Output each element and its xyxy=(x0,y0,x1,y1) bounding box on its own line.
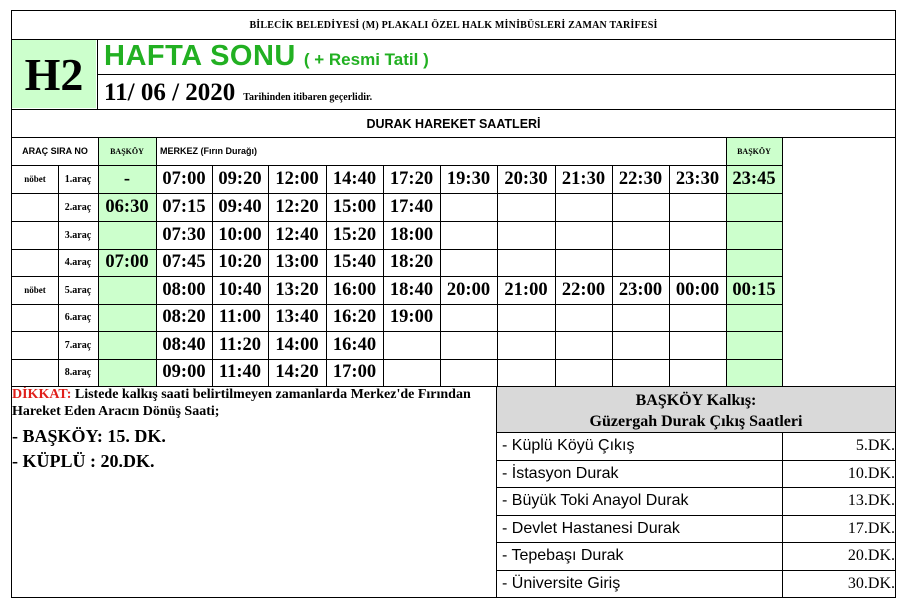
baskoy-start-time xyxy=(98,276,156,304)
effective-text: Tarihinden itibaren geçerlidir. xyxy=(243,92,373,103)
vehicle-label: 3.araç xyxy=(64,229,92,241)
merkez-departure-time: 15:40 xyxy=(332,252,377,272)
schedule-note: ( + Resmi Tatil ) xyxy=(303,50,429,69)
stop-minutes: 30.DK. xyxy=(847,574,895,592)
duty-label xyxy=(12,359,58,386)
notice-body: Listede kalkış saati belirtilmeyen zamanlarda Merkez'de Fırından Hareket Eden Aracın Dönüş Saati; xyxy=(12,387,471,419)
merkez-departure-time: 07:45 xyxy=(162,252,206,272)
merkez-departure-time: 08:40 xyxy=(162,334,206,355)
baskoy-end-header: BAŞKÖY xyxy=(737,146,771,156)
baskoy-end-time xyxy=(726,249,782,276)
merkez-departure-time: 16:00 xyxy=(332,279,377,300)
baskoy-end-time xyxy=(726,193,782,221)
effective-date: 11/ 06 / 2020 xyxy=(104,79,236,106)
schedule-type-line xyxy=(104,40,429,72)
merkez-departure-time: 17:00 xyxy=(332,362,377,382)
merkez-departure-time: 21:00 xyxy=(504,279,548,300)
baskoy-start-time: - xyxy=(123,168,131,189)
departures-subtitle: Güzergah Durak Çıkış Saatleri xyxy=(589,413,803,430)
vehicle-label: 1.araç xyxy=(64,173,92,185)
duty-label xyxy=(12,331,58,359)
section-title: DURAK HAREKET SAATLERİ xyxy=(366,117,541,131)
merkez-departure-time: 18:00 xyxy=(389,224,434,245)
notice-baskoy-minutes: - BAŞKÖY: 15. DK. xyxy=(12,426,166,446)
route-code: H2 xyxy=(12,40,96,108)
stop-minutes: 20.DK. xyxy=(847,547,895,564)
stop-minutes: 10.DK. xyxy=(847,464,895,482)
merkez-departure-time: 13:40 xyxy=(275,307,319,327)
vehicle-label: 6.araç xyxy=(64,312,92,323)
merkez-departure-time: 14:00 xyxy=(275,334,319,355)
merkez-departure-time: 11:40 xyxy=(218,362,262,382)
stop-name: - Üniversite Giriş xyxy=(502,574,621,592)
stop-minutes: 17.DK. xyxy=(847,519,895,537)
duty-label xyxy=(12,249,58,276)
baskoy-end-time xyxy=(726,359,782,386)
merkez-departure-time: 19:30 xyxy=(446,168,491,189)
vehicle-label: 2.araç xyxy=(64,201,92,213)
stop-minutes: 5.DK. xyxy=(855,437,895,454)
merkez-header: MERKEZ (Fırın Durağı) xyxy=(160,146,257,156)
merkez-departure-time: 08:20 xyxy=(162,307,206,327)
schedule-type: HAFTA SONU xyxy=(104,40,296,72)
notice-kuplu-minutes: - KÜPLÜ : 20.DK. xyxy=(12,451,155,471)
stop-name: - Devlet Hastanesi Durak xyxy=(502,519,680,537)
merkez-departure-time: 19:00 xyxy=(389,307,434,327)
stop-minutes: 13.DK. xyxy=(847,492,895,509)
merkez-departure-time: 08:00 xyxy=(162,279,206,300)
merkez-departure-time: 22:30 xyxy=(618,168,663,189)
stop-name: - İstasyon Durak xyxy=(502,464,619,482)
duty-label xyxy=(12,221,58,249)
merkez-departure-time: 17:40 xyxy=(389,196,434,217)
baskoy-start-time xyxy=(98,331,156,359)
merkez-departure-time: 13:00 xyxy=(275,252,319,272)
header-mid-divider xyxy=(97,74,895,75)
merkez-departure-time: 20:00 xyxy=(446,279,491,300)
header-bottom-divider xyxy=(12,109,895,110)
duty-label xyxy=(12,193,58,221)
merkez-departure-time: 09:40 xyxy=(218,196,262,217)
merkez-departure-time: 07:15 xyxy=(162,196,206,217)
vehicle-label: 5.araç xyxy=(64,284,92,296)
merkez-departure-time: 09:00 xyxy=(162,362,206,382)
notice-label: DİKKAT: xyxy=(12,387,72,402)
duty-label xyxy=(12,304,58,331)
merkez-departure-time: 10:40 xyxy=(218,279,262,300)
document-title: BİLECİK BELEDİYESİ (M) PLAKALI ÖZEL HALK MİNİBÜSLERİ ZAMAN TARİFESİ xyxy=(249,19,658,31)
merkez-departure-time: 12:40 xyxy=(275,224,319,245)
effective-date-line xyxy=(104,79,372,109)
stop-name: - Tepebaşı Durak xyxy=(502,547,624,564)
grid-vline xyxy=(782,137,783,386)
merkez-departure-time: 09:20 xyxy=(218,168,262,189)
baskoy-start-time: 07:00 xyxy=(105,252,149,272)
baskoy-end-time: 23:45 xyxy=(732,168,776,189)
merkez-departure-time: 12:00 xyxy=(275,168,319,189)
baskoy-end-time xyxy=(726,304,782,331)
grid-bottom-line xyxy=(12,386,895,387)
merkez-departure-time: 14:20 xyxy=(275,362,319,382)
merkez-departure-time: 07:30 xyxy=(162,224,206,245)
grid-vline xyxy=(726,137,727,165)
duty-label: nöbet xyxy=(24,285,46,295)
merkez-departure-time: 18:40 xyxy=(389,279,434,300)
baskoy-start-time xyxy=(98,221,156,249)
departures-title: BAŞKÖY Kalkış: xyxy=(635,392,757,409)
merkez-departure-time: 18:20 xyxy=(389,252,434,272)
merkez-departure-time: 13:20 xyxy=(275,279,319,300)
vehicle-no-header: ARAÇ SIRA NO xyxy=(22,146,88,156)
merkez-departure-time: 12:20 xyxy=(275,196,319,217)
merkez-departure-time: 07:00 xyxy=(162,168,206,189)
merkez-departure-time: 16:20 xyxy=(332,307,377,327)
stop-name: - Büyük Toki Anayol Durak xyxy=(502,492,689,509)
merkez-departure-time: 15:20 xyxy=(332,224,377,245)
title-divider xyxy=(12,39,895,40)
baskoy-end-time: 00:15 xyxy=(732,279,776,300)
merkez-departure-time: 11:20 xyxy=(218,334,262,355)
stop-name: - Küplü Köyü Çıkış xyxy=(502,437,635,454)
baskoy-start-time xyxy=(98,304,156,331)
baskoy-start-time xyxy=(98,359,156,386)
baskoy-start-time: 06:30 xyxy=(105,196,149,217)
merkez-departure-time: 10:00 xyxy=(218,224,262,245)
vehicle-label: 8.araç xyxy=(64,367,92,378)
merkez-departure-time: 15:00 xyxy=(332,196,377,217)
baskoy-end-time xyxy=(726,221,782,249)
merkez-departure-time: 14:40 xyxy=(332,168,377,189)
departures-header xyxy=(497,386,895,432)
merkez-departure-time: 16:40 xyxy=(332,334,377,355)
merkez-departure-time: 00:00 xyxy=(675,279,720,300)
merkez-departure-time: 17:20 xyxy=(389,168,434,189)
merkez-departure-time: 11:00 xyxy=(218,307,262,327)
merkez-departure-time: 23:00 xyxy=(618,279,663,300)
notice-text xyxy=(12,386,496,420)
departures-left-border xyxy=(496,386,497,598)
baskoy-end-time xyxy=(726,331,782,359)
vehicle-label: 7.araç xyxy=(64,339,92,351)
merkez-departure-time: 22:00 xyxy=(561,279,606,300)
merkez-departure-time: 21:30 xyxy=(561,168,606,189)
merkez-departure-time: 20:30 xyxy=(504,168,548,189)
vehicle-label: 4.araç xyxy=(64,257,92,268)
merkez-departure-time: 23:30 xyxy=(675,168,720,189)
duty-label: nöbet xyxy=(24,174,46,184)
baskoy-start-header: BAŞKÖY xyxy=(110,146,144,156)
merkez-departure-time: 10:20 xyxy=(218,252,262,272)
